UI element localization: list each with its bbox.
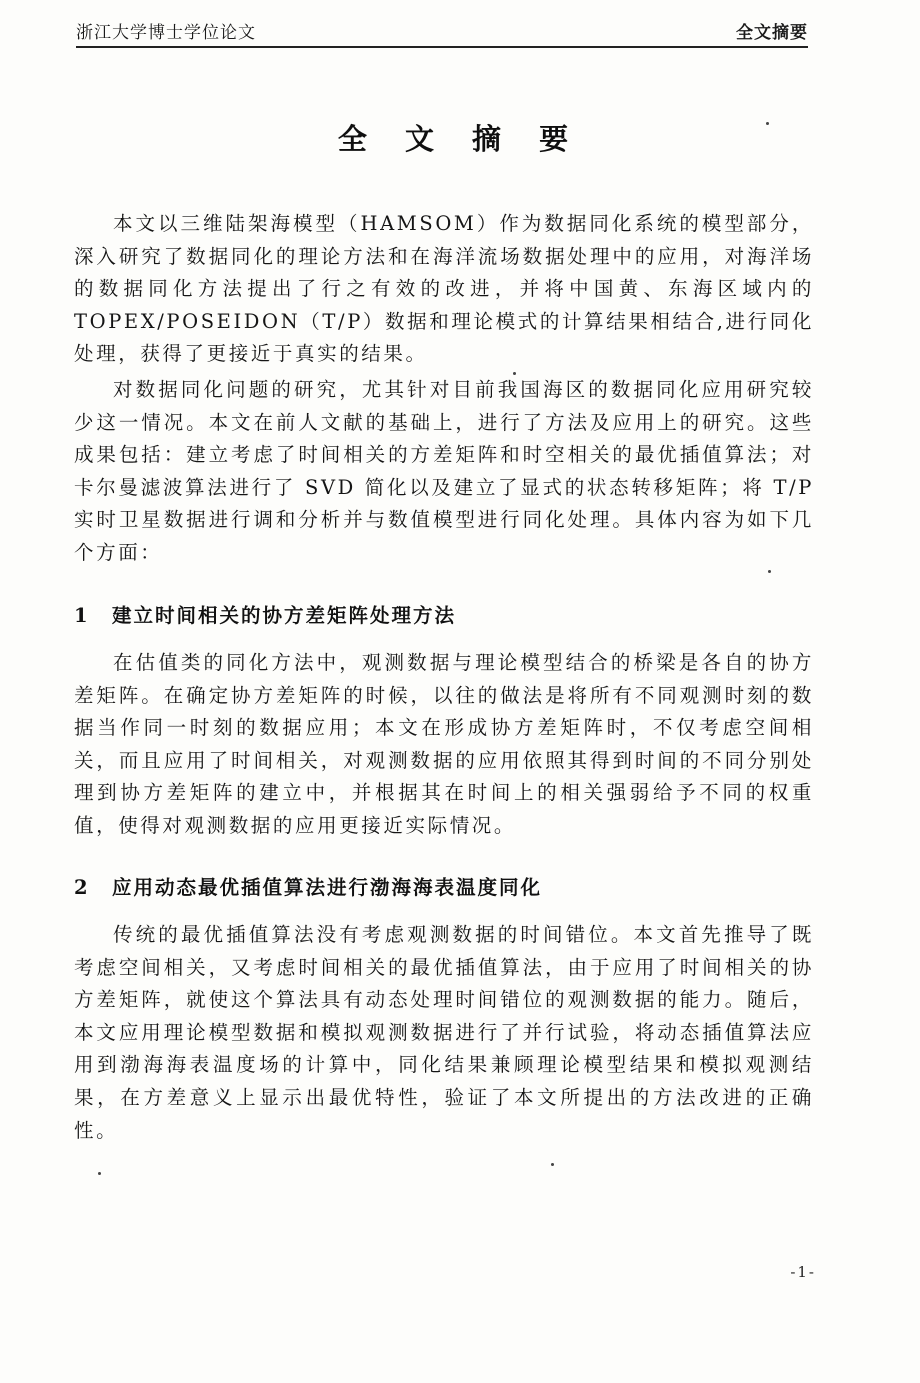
abstract-intro xyxy=(74,208,814,570)
section-1-body xyxy=(74,647,814,843)
running-header xyxy=(76,18,808,48)
section-1-heading xyxy=(74,600,456,628)
scan-speck xyxy=(768,570,771,573)
scan-speck xyxy=(98,1172,101,1175)
page-title: 全 文 摘 要 xyxy=(337,122,583,156)
section-1-title: 建立时间相关的协方差矩阵处理方法 xyxy=(112,604,457,627)
section-1-number: 1 xyxy=(74,604,90,627)
section-1-paragraph: 在估值类的同化方法中，观测数据与理论模型结合的桥梁是各自的协方差矩阵。在确定协方差矩阵的时候，以往的做法是将所有不同观测时刻的数据当作同一时刻的数据应用；本文在形成协方差矩阵时，不仅考虑空间相关，而且应用了时间相关，对观测数据的应用依照其得到时间的不同分别处理到协方差矩阵的建立中，并根据其在时间上的相关强弱给予不同的权重值，使得对观测数据的应用更接近实际情况。 xyxy=(74,651,814,837)
page-number: -1- xyxy=(790,1263,816,1281)
section-2-paragraph: 传统的最优插值算法没有考虑观测数据的时间错位。本文首先推导了既考虑空间相关，又考虑时间相关的最优插值算法，由于应用了时间相关的协方差矩阵，就使这个算法具有动态处理时间错位的观测数据的能力。随后，本文应用理论模型数据和模拟观测数据进行了并行试验，将动态插值算法应用到渤海海表温度场的计算中，同化结果兼顾理论模型结果和模拟观测结果，在方差意义上显示出最优特性，验证了本文所提出的方法改进的正确性。 xyxy=(74,923,814,1142)
paragraph-2: 对数据同化问题的研究，尤其针对目前我国海区的数据同化应用研究较少这一情况。本文在前人文献的基础上，进行了方法及应用上的研究。这些成果包括：建立考虑了时间相关的方差矩阵和时空相关的最优插值算法；对卡尔曼滤波算法进行了 SVD 简化以及建立了显式的状态转移矩阵；将 T/P 实时卫星数据进行调和分析并与数值模型进行同化处理。具体内容为如下几个方面： xyxy=(74,377,814,564)
section-2-heading xyxy=(74,872,542,900)
scan-speck xyxy=(766,122,769,125)
section-2-title: 应用动态最优插值算法进行渤海海表温度同化 xyxy=(112,876,543,899)
section-2-body xyxy=(74,919,814,1147)
header-section-title: 全文摘要 xyxy=(736,23,808,43)
paragraph-1: 本文以三维陆架海模型（HAMSOM）作为数据同化系统的模型部分，深入研究了数据同化的理论方法和在海洋流场数据处理中的应用，对海洋场的数据同化方法提出了行之有效的改进，并将中国黄、东海区域内的 TOPEX/POSEIDON（T/P）数据和理论模式的计算结果相结合,进行同化处理，获得了更接近于真实的结果。 xyxy=(74,212,814,366)
scan-speck xyxy=(551,1163,554,1166)
scan-speck xyxy=(513,372,516,375)
section-2-number: 2 xyxy=(74,876,90,899)
header-university-thesis: 浙江大学博士学位论文 xyxy=(76,23,256,43)
